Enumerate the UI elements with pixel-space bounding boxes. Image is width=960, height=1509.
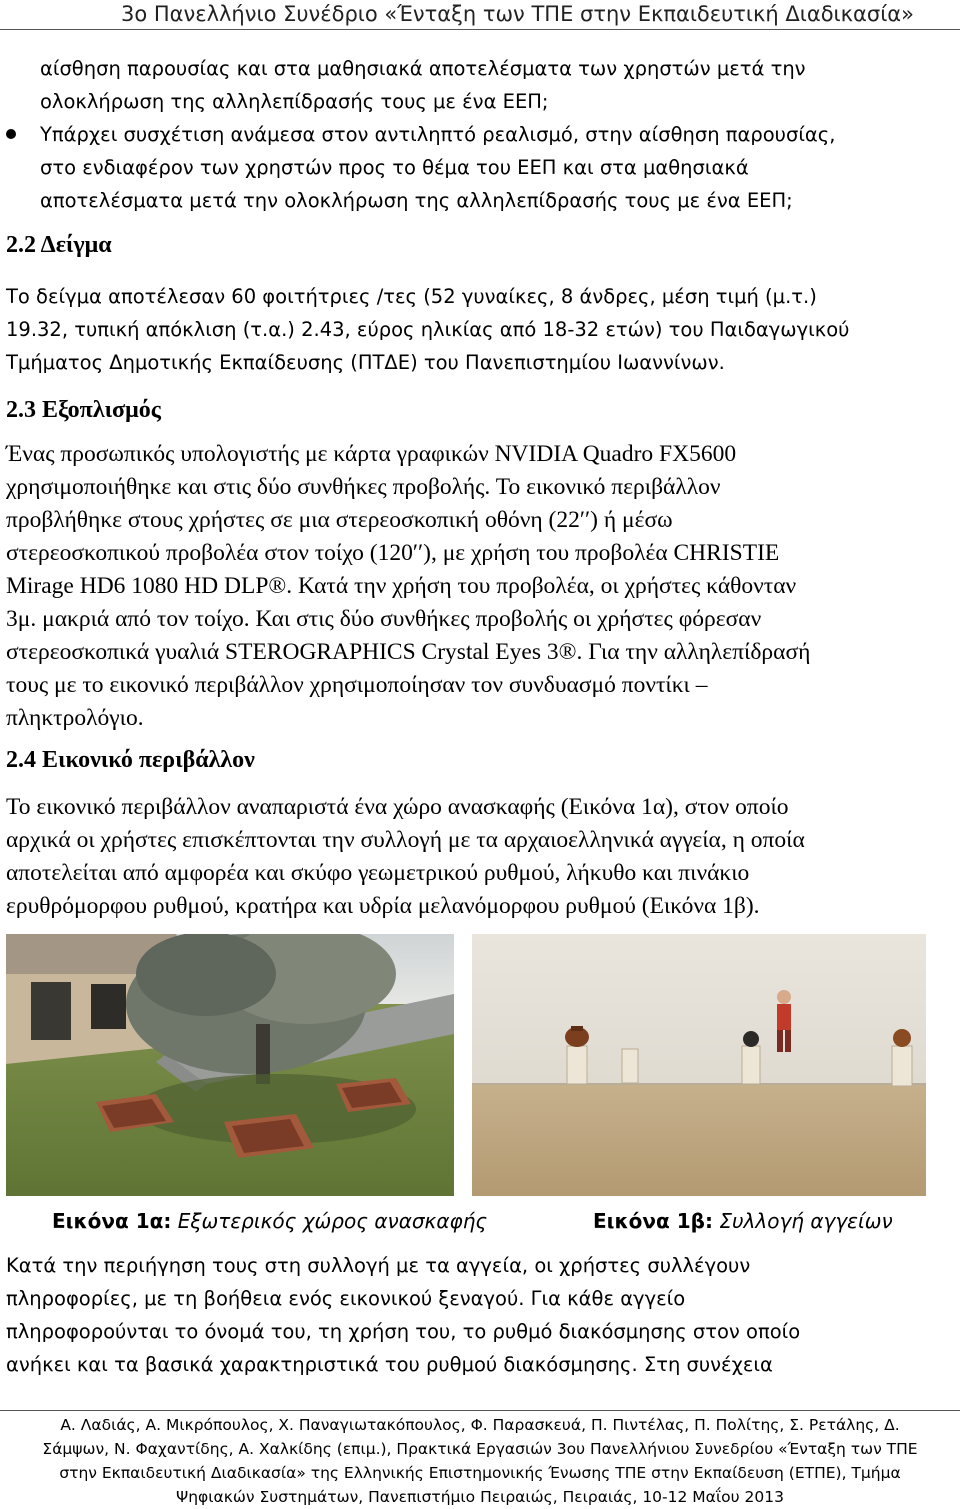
paragraph-line: στερεοσκοπικού προβολέα στον τοίχο (120′′), με χρήση του προβολέα CHRISTIE [6, 540, 780, 566]
paragraph-line: 3μ. μακριά από τον τοίχο. Και στις δύο συνθήκες προβολής οι χρήστες φόρεσαν [6, 606, 762, 632]
paragraph-line: ανήκει και τα βασικά χαρακτηριστικά του ρυθμού διακόσμησης. Στη συνέχεια [6, 1353, 773, 1376]
paragraph-line: χρησιμοποιήθηκε και στις δύο συνθήκες προβολής. Το εικονικό περιβάλλον [6, 474, 721, 500]
paragraph-line: Το δείγμα αποτέλεσαν 60 φοιτήτριες /τες (52 γυναίκες, 8 άνδρες, μέση τιμή (μ.τ.) [6, 285, 817, 308]
paragraph-sample [6, 280, 926, 379]
footer-line: Ψηφιακών Συστημάτων, Πανεπιστήμιο Πειραιώς, Πειραιάς, 10-12 Μαΐου 2013 [176, 1488, 784, 1506]
paragraph-line: Κατά την περιήγηση τους στη συλλογή με τα αγγεία, οι χρήστες συλλέγουν [6, 1254, 751, 1277]
caption-figure-1a [52, 1204, 487, 1238]
page-footer-citation [0, 1410, 960, 1509]
caption-figure-1b [593, 1204, 893, 1238]
paragraph-line: πληκτρολόγιο. [6, 705, 144, 731]
paragraph-equipment [6, 438, 926, 735]
footer-line: Σάμψων, Ν. Φαχαντίδης, Α. Χαλκίδης (επιμ.), Πρακτικά Εργασιών 3ου Πανελλήνιου Συνεδρίου «Ένταξη των ΤΠΕ [42, 1440, 918, 1458]
bullet-dot-icon [6, 129, 16, 139]
paragraph-line: στερεοσκοπικά γυαλιά STEROGRAPHICS Crystal Eyes 3®. Για την αλληλεπίδρασή [6, 639, 811, 665]
footer-line: στην Εκπαιδευτική Διαδικασία» της Ελληνικής Επιστημονικής Ένωσης ΤΠΕ στην Εκπαίδευση (ΕΤΠΕ), Τμήμα [59, 1464, 901, 1482]
bullet-line: αίσθηση παρουσίας και στα μαθησιακά αποτελέσματα των χρηστών μετά την [40, 57, 806, 80]
figure-captions [0, 1204, 960, 1238]
paragraph-line: Τμήματος Δημοτικής Εκπαίδευσης (ΠΤΔΕ) του Πανεπιστημίου Ιωαννίνων. [6, 351, 725, 374]
section-heading-sample: 2.2 Δείγμα [6, 232, 112, 258]
bullet-line: ολοκλήρωση της αλληλεπίδρασής τους με ένα ΕΕΠ; [40, 90, 549, 113]
paragraph-line: Το εικονικό περιβάλλον αναπαριστά ένα χώρο ανασκαφής (Εικόνα 1α), στον οποίο [6, 794, 789, 820]
bullet-line: στο ενδιαφέρον των χρηστών προς το θέμα του ΕΕΠ και στα μαθησιακά [40, 156, 749, 179]
paragraph-line: προβλήθηκε στους χρήστες σε μια στερεοσκοπική οθόνη (22′′) ή μέσω [6, 507, 673, 533]
paragraph-line: αρχικά οι χρήστες επισκέπτονται την συλλογή με τα αρχαιοελληνικά αγγεία, η οποία [6, 827, 805, 853]
running-header: 3ο Πανελλήνιο Συνέδριο «Ένταξη των ΤΠΕ στην Εκπαιδευτική Διαδικασία» [0, 0, 960, 30]
vase-collection-image [472, 934, 926, 1196]
paragraph-line: αποτελείται από αμφορέα και σκύφο γεωμετρικού ρυθμού, λήκυθο και πινάκιο [6, 860, 750, 886]
paragraph-virtual-environment [6, 791, 926, 923]
paragraph-line: Ένας προσωπικός υπολογιστής με κάρτα γραφικών NVIDIA Quadro FX5600 [6, 441, 737, 467]
footer-line: Α. Λαδιάς, Α. Μικρόπουλος, Χ. Παναγιωτακόπουλος, Φ. Παρασκευά, Π. Πιντέλας, Π. Πολίτης, Σ. Ρετάλης, Δ. [60, 1416, 900, 1434]
caption-text: Συλλογή αγγείων [719, 1209, 893, 1233]
bullet-line: αποτελέσματα μετά την ολοκλήρωση της αλληλεπίδρασής τους με ένα ΕΕΠ; [40, 189, 793, 212]
paragraph-line: Mirage HD6 1080 HD DLP®. Κατά την χρήση του προβολέα, οι χρήστες κάθονταν [6, 573, 797, 599]
caption-label: Εικόνα 1α: [52, 1209, 172, 1233]
paragraph-closing [6, 1249, 926, 1381]
figures-row [6, 934, 926, 1196]
paragraph-line: 19.32, τυπική απόκλιση (τ.α.) 2.43, εύρος ηλικίας από 18-32 ετών) του Παιδαγωγικού [6, 318, 850, 341]
caption-text: Εξωτερικός χώρος ανασκαφής [177, 1209, 488, 1233]
section-heading-virtual-environment: 2.4 Εικονικό περιβάλλον [6, 747, 255, 773]
paragraph-line: πληροφορούνται το όνομά του, τη χρήση του, το ρυθμό διακόσμησης στον οποίο [6, 1320, 801, 1343]
bullet-line: Υπάρχει συσχέτιση ανάμεσα στον αντιληπτό ρεαλισμό, στην αίσθηση παρουσίας, [40, 123, 836, 146]
paragraph-line: ερυθρόμορφου ρυθμού, κρατήρα και υδρία μελανόμορφου ρυθμού (Εικόνα 1β). [6, 893, 760, 919]
excavation-site-image [6, 934, 454, 1196]
figure-vase-collection [472, 934, 926, 1196]
figure-excavation-site [6, 934, 454, 1196]
section-heading-equipment: 2.3 Εξοπλισμός [6, 397, 161, 423]
paragraph-line: πληροφορίες, με τη βοήθεια ενός εικονικού ξεναγού. Για κάθε αγγείο [6, 1287, 686, 1310]
paragraph-line: τους με το εικονικό περιβάλλον χρησιμοποίησαν τον συνδυασμό ποντίκι – [6, 672, 708, 698]
caption-label: Εικόνα 1β: [593, 1209, 713, 1233]
